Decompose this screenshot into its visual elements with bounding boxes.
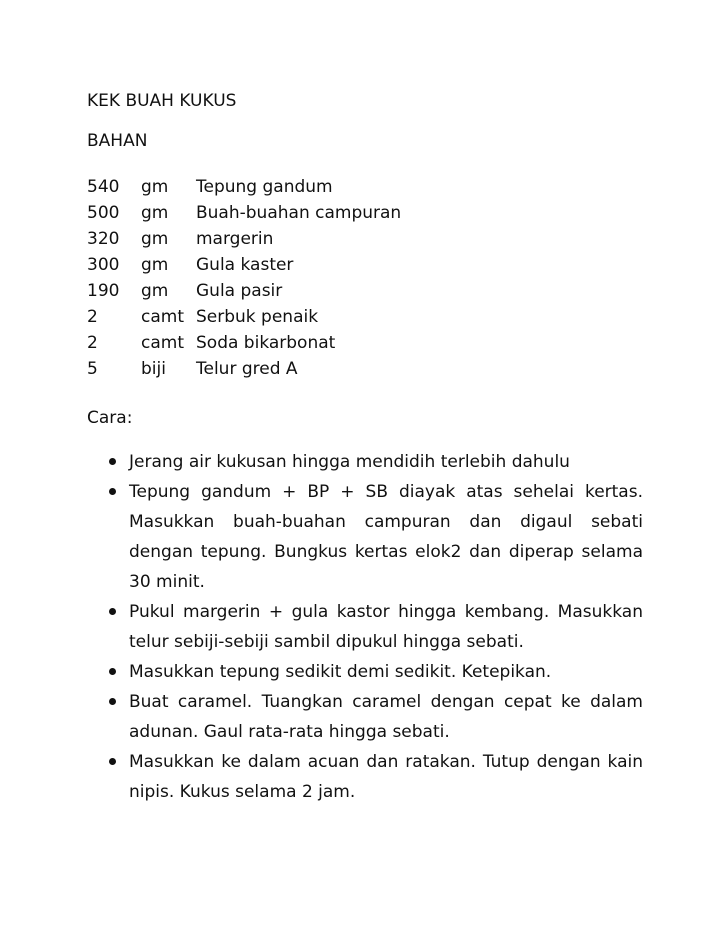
method-step-text: Tepung gandum + BP + SB diayak atas sehelai kertas. Masukkan buah-buahan campuran dan digaul sebati dengan tepung. Bungkus kertas elok2 dan diperap selama 30 minit.: [129, 482, 643, 592]
ingredient-qty: 300: [87, 255, 120, 275]
ingredient-row: [87, 330, 401, 356]
bullet-icon: [109, 458, 116, 465]
method-step-text: Masukkan tepung sedikit demi sedikit. Ketepikan.: [129, 662, 552, 682]
bullet-icon: [109, 698, 116, 705]
bullet-icon: [109, 668, 116, 675]
ingredient-unit: camt: [141, 307, 184, 327]
ingredients-table: [87, 174, 401, 382]
ingredient-name: Tepung gandum: [196, 177, 333, 197]
ingredients-heading: BAHAN: [87, 131, 148, 151]
ingredient-row: [87, 252, 401, 278]
method-step-text: Masukkan ke dalam acuan dan ratakan. Tutup dengan kain nipis. Kukus selama 2 jam.: [129, 752, 643, 802]
method-step: [87, 657, 643, 687]
ingredient-qty: 2: [87, 333, 98, 353]
ingredient-unit: gm: [141, 203, 169, 223]
ingredient-name: Telur gred A: [196, 359, 298, 379]
ingredient-unit: gm: [141, 229, 169, 249]
ingredient-qty: 5: [87, 359, 98, 379]
method-step-text: Jerang air kukusan hingga mendidih terlebih dahulu: [129, 452, 570, 472]
bullet-icon: [109, 608, 116, 615]
ingredient-row: [87, 200, 401, 226]
ingredient-name: Gula kaster: [196, 255, 294, 275]
ingredient-name: Soda bikarbonat: [196, 333, 336, 353]
ingredient-qty: 320: [87, 229, 120, 249]
ingredient-unit: biji: [141, 359, 166, 379]
ingredient-unit: camt: [141, 333, 184, 353]
recipe-title: KEK BUAH KUKUS: [87, 91, 237, 111]
method-step: [87, 747, 643, 807]
bullet-icon: [109, 758, 116, 765]
method-steps-list: [87, 447, 643, 807]
recipe-document: [87, 88, 643, 807]
method-step: [87, 477, 643, 597]
ingredient-unit: gm: [141, 177, 169, 197]
ingredient-qty: 540: [87, 177, 120, 197]
ingredient-row: [87, 226, 401, 252]
ingredient-qty: 500: [87, 203, 120, 223]
method-step: [87, 687, 643, 747]
method-step: [87, 447, 643, 477]
ingredient-qty: 2: [87, 307, 98, 327]
ingredient-unit: gm: [141, 255, 169, 275]
ingredient-row: [87, 304, 401, 330]
ingredient-name: Gula pasir: [196, 281, 283, 301]
ingredient-row: [87, 356, 401, 382]
bullet-icon: [109, 488, 116, 495]
ingredient-row: [87, 174, 401, 200]
ingredient-row: [87, 278, 401, 304]
method-step-text: Pukul margerin + gula kastor hingga kembang. Masukkan telur sebiji-sebiji sambil dipukul hingga sebati.: [129, 602, 643, 652]
method-heading: Cara:: [87, 408, 133, 428]
ingredient-name: Serbuk penaik: [196, 307, 319, 327]
method-step-text: Buat caramel. Tuangkan caramel dengan cepat ke dalam adunan. Gaul rata-rata hingga sebati.: [129, 692, 643, 742]
ingredient-name: Buah-buahan campuran: [196, 203, 402, 223]
ingredient-name: margerin: [196, 229, 274, 249]
method-step: [87, 597, 643, 657]
ingredient-unit: gm: [141, 281, 169, 301]
ingredient-qty: 190: [87, 281, 120, 301]
